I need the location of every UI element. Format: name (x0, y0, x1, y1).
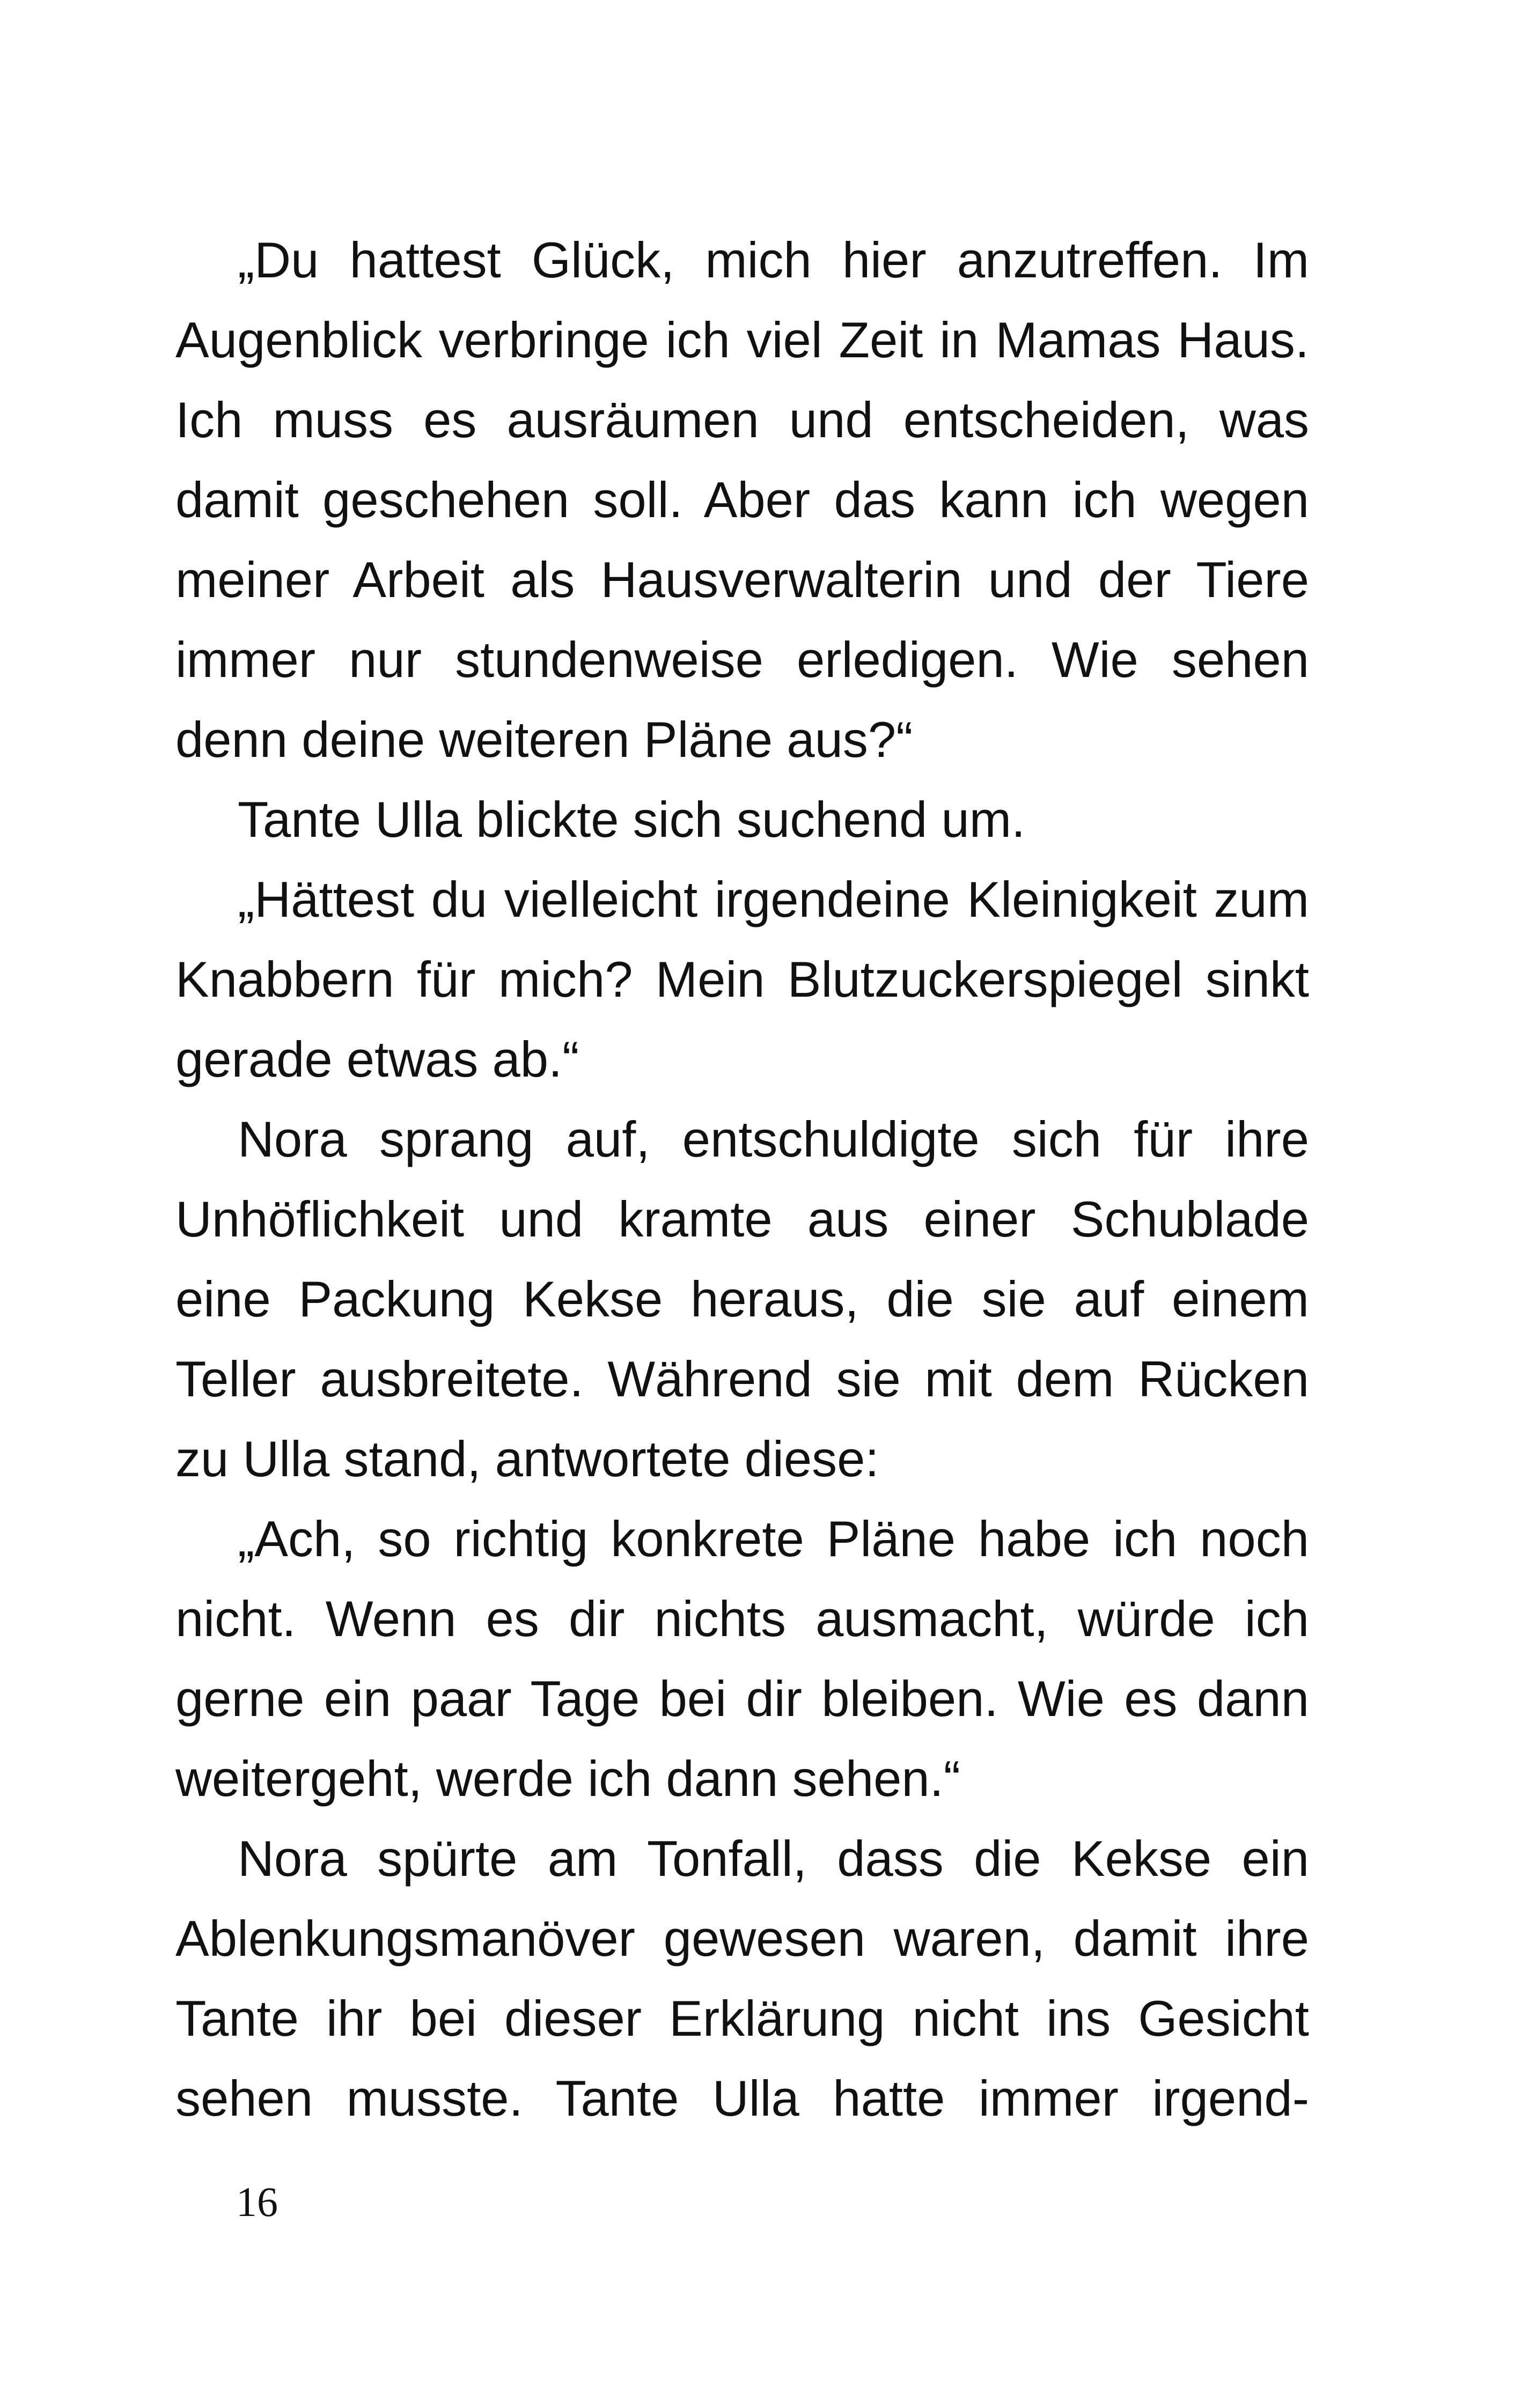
page-number: 16 (236, 2178, 278, 2225)
paragraph: Nora spürte am Tonfall, dass die Kekse ein Ablenkungsmanöver gewesen waren, damit ihre Tante ihr bei dieser Erklärung nicht ins Gesicht sehen musste. Tante Ulla hatte immer irgend- (175, 1830, 1309, 2126)
paragraph: Nora sprang auf, entschuldigte sich für ihre Unhöflichkeit und kramte aus einer Schublade eine Packung Kekse heraus, die sie auf einem Teller ausbreitete. Während sie mit dem Rücken zu Ulla stand, antwortete diese: (175, 1111, 1309, 1487)
paragraph: „Hättest du vielleicht irgendeine Kleinigkeit zum Knabbern für mich? Mein Blutzuckerspiegel sinkt gerade etwas ab.“ (175, 871, 1309, 1087)
paragraph: „Du hattest Glück, mich hier anzutreffen. Im Augenblick verbringe ich viel Zeit in Mamas Haus. Ich muss es ausräumen und entscheiden, was damit geschehen soll. Aber das kann ich wegen meiner Arbeit als Hausverwalterin und der Tiere immer nur stundenweise erledigen. Wie sehen denn deine weiteren Pläne aus?“ (175, 232, 1309, 768)
paragraph: „Ach, so richtig konkrete Pläne habe ich noch nicht. Wenn es dir nichts ausmacht, würde ich gerne ein paar Tage bei dir bleiben. Wie es dann weitergeht, werde ich dann sehen.“ (175, 1511, 1309, 1807)
paragraph: Tante Ulla blickte sich suchend um. (238, 791, 1026, 848)
body-text (175, 220, 1309, 2138)
